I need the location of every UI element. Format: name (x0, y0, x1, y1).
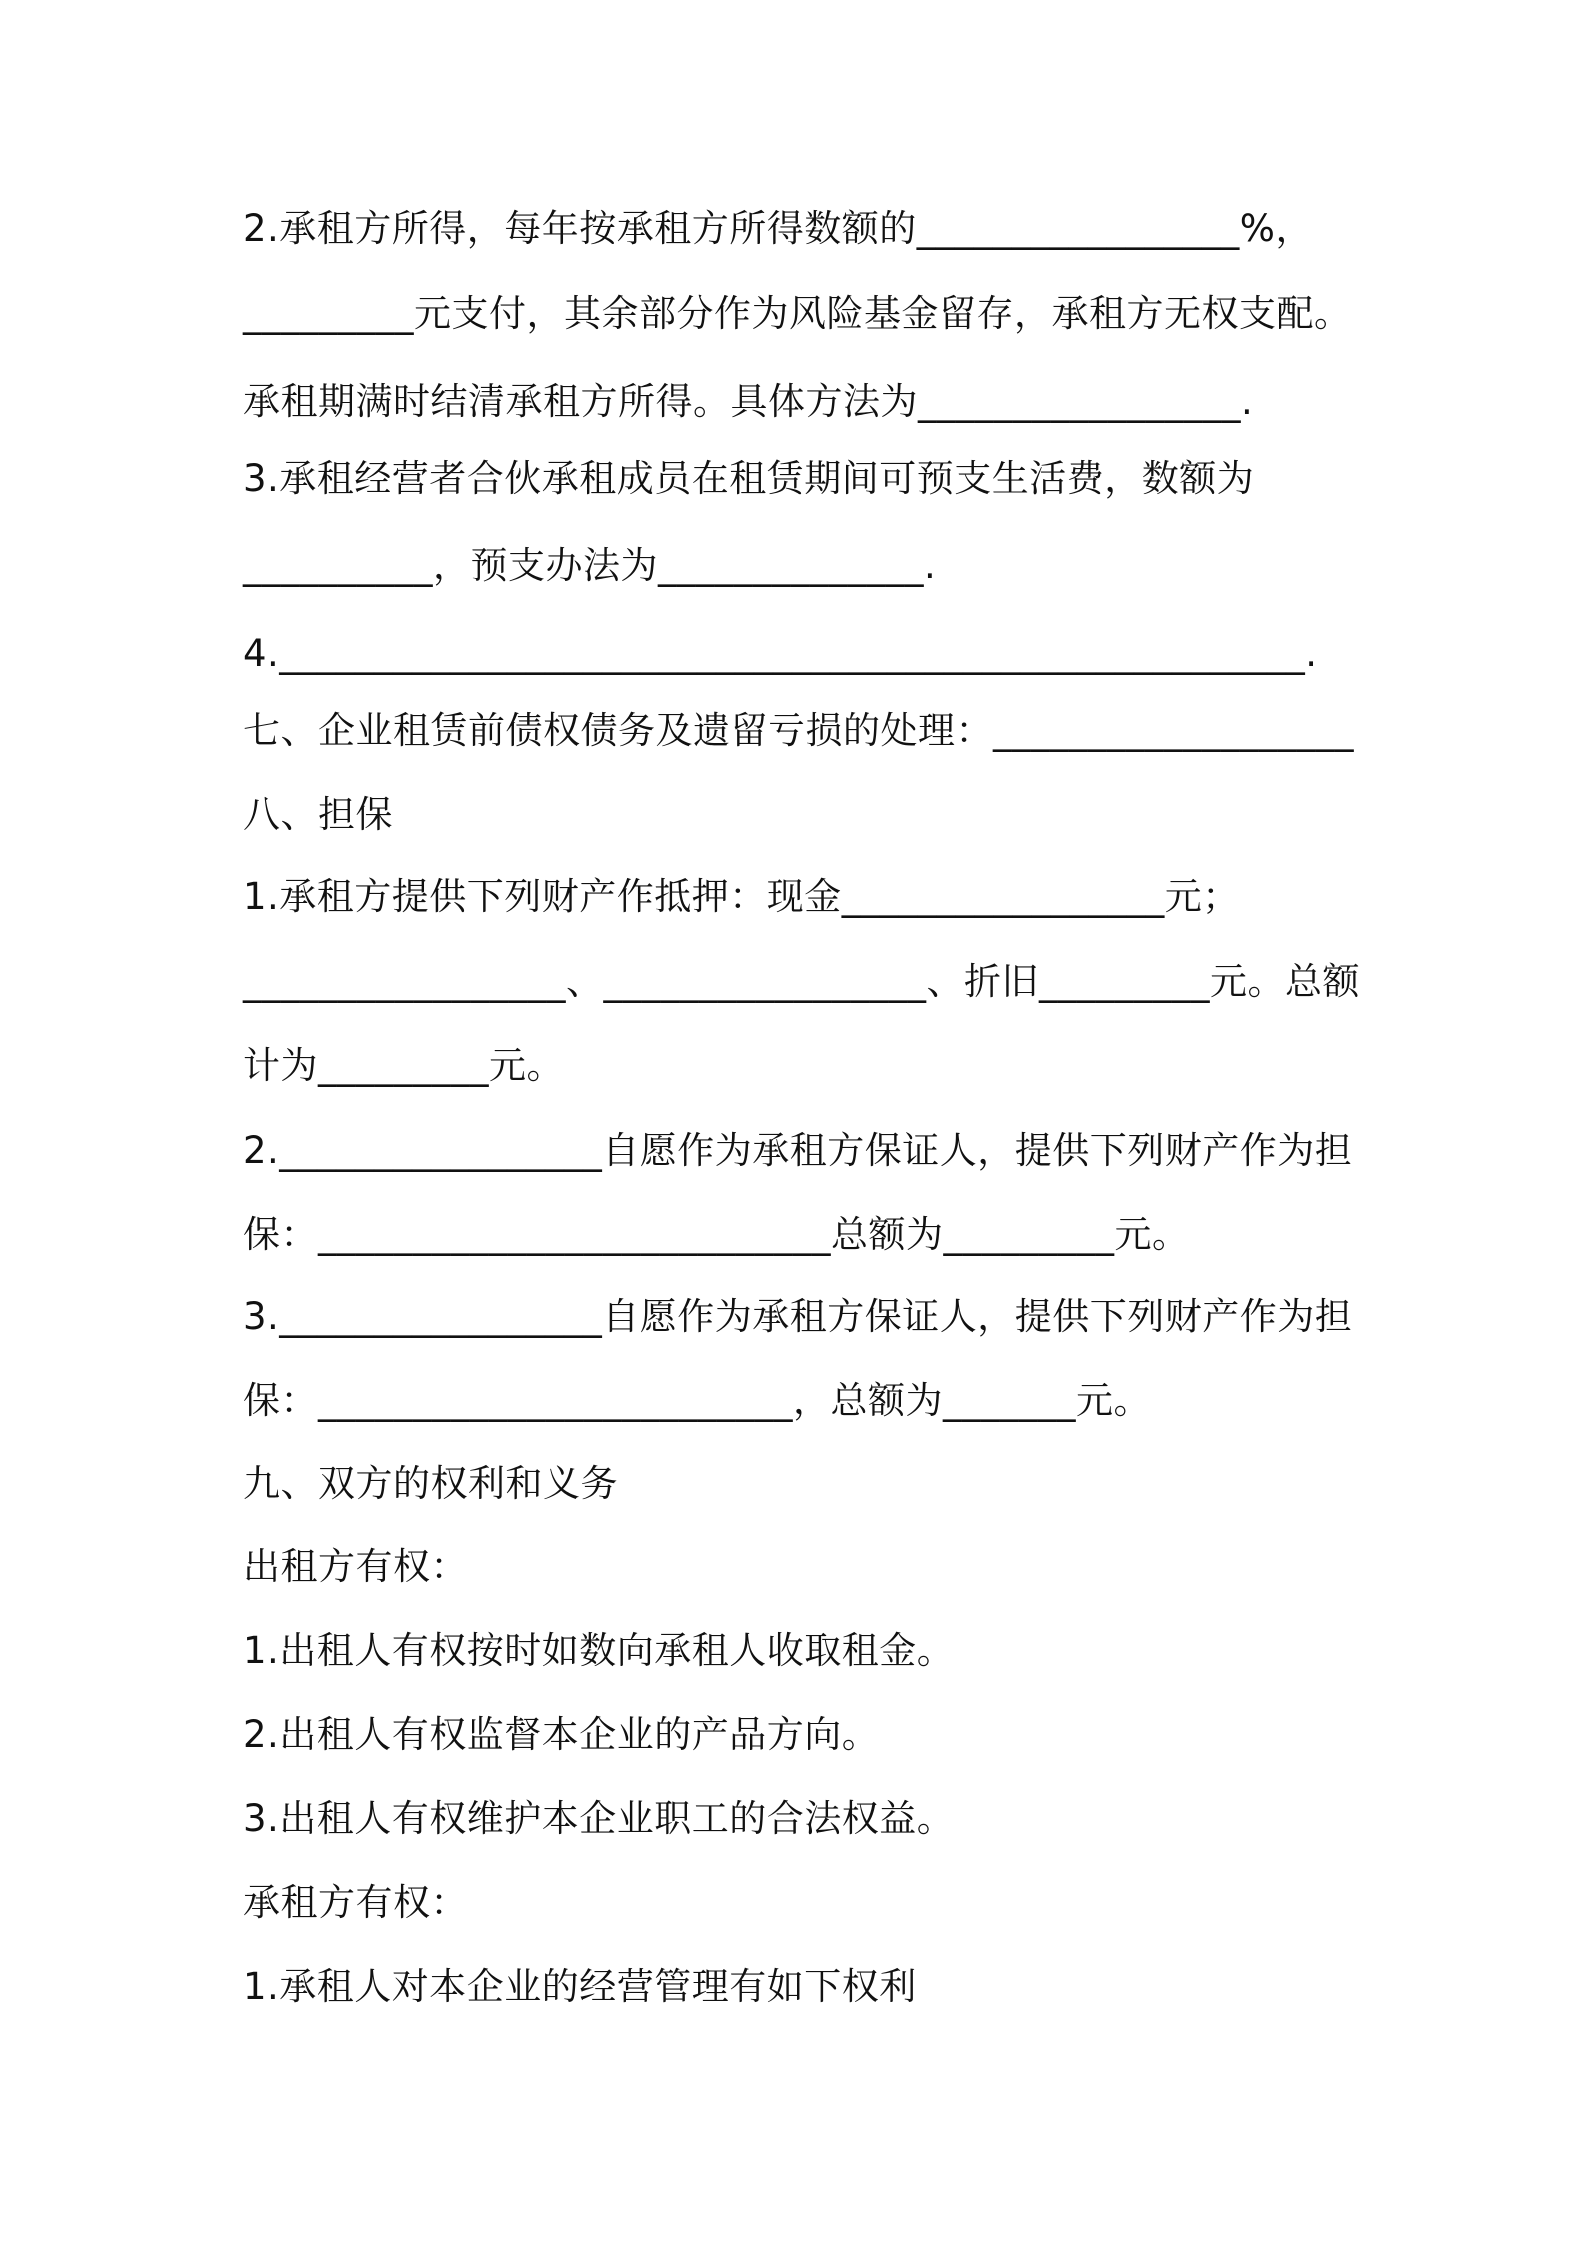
clause-8-3-line-1: 3._________________自愿作为承租方保证人，提供下列财产作为担 (243, 1295, 1353, 1338)
clause-6-2-line-1: 2.承租方所得，每年按承租方所得数额的_________________%， (243, 207, 1313, 250)
clause-6-2-line-3: 承租期满时结清承租方所得。具体方法为_________________. (243, 380, 1254, 423)
lessor-right-2: 2.出租人有权监督本企业的产品方向。 (243, 1713, 880, 1756)
lessee-right-1: 1.承租人对本企业的经营管理有如下权利 (243, 1965, 917, 2008)
clause-8-1-line-2: _________________、_________________、折旧_________元。总额 (243, 960, 1360, 1003)
clause-6-3-line-1: 3.承租经营者合伙承租成员在租赁期间可预支生活费，数额为 (243, 457, 1255, 500)
clause-8-2-line-1: 2._________________自愿作为承租方保证人，提供下列财产作为担 (243, 1129, 1353, 1172)
lessor-rights-heading: 出租方有权： (243, 1545, 468, 1588)
clause-6-2-line-2: _________元支付，其余部分作为风险基金留存，承租方无权支配。 (243, 292, 1352, 335)
section-7-heading: 七、企业租赁前债权债务及遗留亏损的处理：___________________ (243, 709, 1354, 752)
clause-8-2-line-2: 保：___________________________总额为_________元。 (243, 1213, 1190, 1256)
clause-8-1-line-1: 1.承租方提供下列财产作抵押：现金_________________元； (243, 875, 1240, 918)
clause-6-4: 4.______________________________________________________. (243, 632, 1318, 675)
lessee-rights-heading: 承租方有权： (243, 1881, 468, 1924)
clause-6-3-line-2: __________，预支办法为______________. (243, 544, 937, 587)
lessor-right-1: 1.出租人有权按时如数向承租人收取租金。 (243, 1629, 955, 1672)
section-8-heading: 八、担保 (243, 793, 393, 836)
clause-8-1-line-3: 计为_________元。 (243, 1044, 564, 1087)
clause-8-3-line-2: 保：_________________________，总额为_______元。 (243, 1379, 1151, 1422)
lessor-right-3: 3.出租人有权维护本企业职工的合法权益。 (243, 1797, 955, 1840)
section-9-heading: 九、双方的权利和义务 (243, 1462, 618, 1505)
